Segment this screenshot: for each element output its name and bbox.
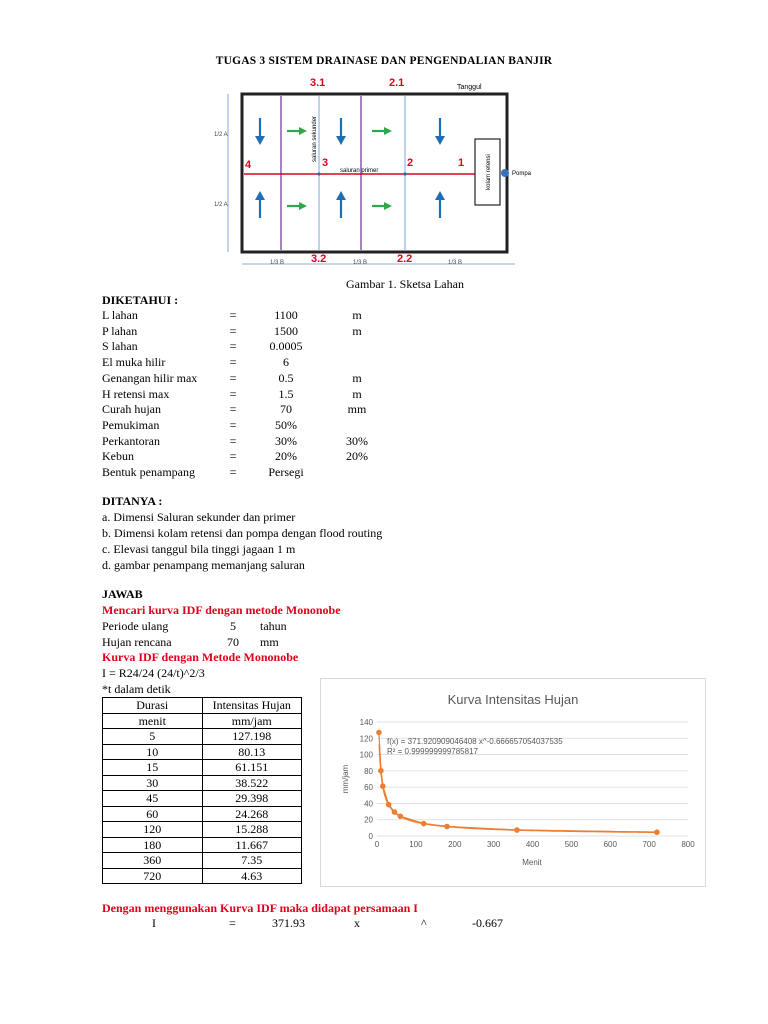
equation-i: I (152, 916, 156, 930)
diketahui-eq: = (229, 417, 237, 432)
half-a-bottom-label: 1/2 A (214, 202, 228, 208)
x-tick-label: 100 (409, 840, 423, 849)
trendline-curve (379, 744, 657, 832)
formula-note: *t dalam detik (102, 682, 171, 696)
diketahui-unit: m (352, 323, 362, 338)
x-tick-label: 500 (564, 840, 579, 849)
diketahui-eq: = (229, 449, 237, 464)
y-axis-label: mm/jam (341, 764, 350, 794)
diketahui-value: Persegi (268, 465, 304, 479)
idf-table (102, 697, 302, 884)
hujan-rencana-label: Hujan rencana (102, 635, 172, 649)
y-tick-label: 140 (359, 718, 373, 727)
table-row (103, 868, 302, 884)
label-3-1: 3.1 (310, 77, 326, 89)
kurva-idf-heading: Kurva IDF dengan Metode Mononobe (102, 650, 299, 664)
x-tick-label: 0 (374, 840, 380, 849)
x-axis-label: Menit (522, 858, 542, 867)
diketahui-label: L lahan (102, 308, 138, 322)
table-row (103, 775, 302, 791)
x-tick-label: 700 (642, 840, 656, 849)
diketahui-unit: m (352, 308, 362, 322)
y-tick-label: 120 (359, 734, 373, 744)
diketahui-eq: = (229, 370, 237, 385)
x-tick-label: 800 (681, 840, 695, 849)
diketahui-value: 0.0005 (269, 339, 303, 354)
y-tick-label: 0 (368, 832, 373, 841)
table-row (103, 744, 302, 760)
diketahui-eq: = (229, 308, 237, 322)
periode-ulang-label: Periode ulang (102, 619, 169, 633)
table-row (103, 729, 302, 745)
label-2-1: 2.1 (389, 77, 405, 89)
data-point (386, 802, 392, 808)
chart-title: Kurva Intensitas Hujan (447, 692, 579, 707)
sketch-caption: Gambar 1. Sketsa Lahan (346, 277, 464, 291)
diketahui-unit: m (352, 386, 362, 401)
diketahui-eq: = (229, 323, 237, 338)
intensity-cell: 80.13 (202, 744, 302, 760)
table-row (103, 837, 302, 853)
half-a-top-label: 1/2 A (214, 132, 228, 138)
diketahui-eq: = (229, 355, 237, 370)
mononobe-formula: I = R24/24 (24/t)^2/3 (102, 666, 205, 680)
diketahui-eq: = (229, 465, 237, 479)
duration-cell: 10 (103, 744, 203, 760)
hujan-rencana-value: 70 (227, 635, 239, 649)
third-b-label-3: 1/3 B (448, 260, 463, 266)
diketahui-heading: DIKETAHUI : (102, 293, 179, 307)
duration-cell: 120 (103, 822, 203, 838)
table-row (103, 806, 302, 822)
x-tick-label: 600 (603, 840, 617, 849)
table-header-row (103, 713, 302, 729)
diketahui-eq: = (229, 433, 237, 448)
intensity-cell: 4.63 (202, 868, 302, 884)
saluran-primer-label: saluran primer (340, 168, 379, 174)
equation-exponent: -0.667 (472, 916, 503, 930)
diketahui-label: Pemukiman (102, 417, 160, 432)
node-label-3: 3 (322, 157, 329, 169)
periode-ulang-unit: tahun (260, 619, 287, 633)
diketahui-eq: = (229, 339, 237, 354)
data-point (376, 730, 382, 736)
saluran-sekunder-label: saluran sekunder (312, 115, 318, 162)
ditanya-heading: DITANYA : (102, 494, 163, 508)
diketahui-unit: m (352, 370, 362, 385)
table-header-cell: Intensitas Hujan (202, 698, 302, 714)
diketahui-label: Curah hujan (102, 402, 161, 417)
diketahui-value: 30% (275, 433, 297, 448)
data-point (378, 768, 384, 774)
intensity-cell: 61.151 (202, 760, 302, 776)
equation-coefficient: 371.93 (272, 916, 305, 930)
intensity-cell: 15.288 (202, 822, 302, 838)
ditanya-item-c: c. Elevasi tanggul bila tinggi jagaan 1 m (102, 542, 296, 556)
land-sketch (205, 70, 555, 275)
intensity-cell: 7.35 (202, 853, 302, 869)
trendline-r-squared: R² = 0.999999999785817 (387, 747, 478, 756)
third-b-label-1: 1/3 B (270, 260, 285, 266)
pump-icon (501, 169, 509, 177)
y-tick-label: 80 (364, 766, 373, 776)
y-tick-label: 40 (364, 799, 373, 809)
diketahui-unit: 30% (346, 433, 368, 448)
table-header-cell: Durasi (103, 698, 203, 714)
duration-cell: 720 (103, 868, 203, 884)
diketahui-unit: 20% (346, 449, 368, 464)
equation-x: x (354, 916, 360, 930)
node-label-2: 2 (407, 157, 414, 169)
intensity-cell: 24.268 (202, 806, 302, 822)
table-header-row (103, 698, 302, 714)
idf-chart-svg (321, 679, 705, 886)
duration-cell: 30 (103, 775, 203, 791)
diketahui-label: El muka hilir (102, 355, 166, 370)
y-tick-label: 100 (359, 750, 373, 760)
idf-chart (320, 678, 706, 887)
data-point (398, 813, 404, 819)
duration-cell: 60 (103, 806, 203, 822)
diketahui-value: 20% (275, 449, 297, 464)
periode-ulang-value: 5 (230, 619, 236, 633)
table-header-cell: mm/jam (202, 713, 302, 729)
diketahui-label: S lahan (102, 339, 138, 354)
intensity-cell: 11.667 (202, 837, 302, 853)
node-2-dot (403, 172, 406, 175)
diketahui-label: H retensi max (102, 386, 170, 401)
kolam-retensi-label: kolam retensi (486, 154, 492, 190)
diketahui-value: 0.5 (278, 370, 294, 385)
y-tick-label: 20 (364, 815, 373, 825)
diketahui-value: 1500 (274, 323, 298, 338)
hujan-rencana-unit: mm (260, 635, 279, 649)
diketahui-eq: = (229, 386, 237, 401)
trendline-equation: f(x) = 371.920909046408 x^-0.666657054037535 (387, 737, 563, 746)
table-row (103, 760, 302, 776)
table-row (103, 791, 302, 807)
duration-cell: 15 (103, 760, 203, 776)
diketahui-eq: = (229, 402, 237, 417)
table-row (103, 822, 302, 838)
node-label-1: 1 (458, 157, 465, 169)
diketahui-label: Perkantoran (102, 433, 160, 448)
duration-cell: 180 (103, 837, 203, 853)
intensity-cell: 38.522 (202, 775, 302, 791)
diketahui-label: Bentuk penampang (102, 465, 195, 479)
data-point (444, 824, 450, 830)
diketahui-unit: mm (347, 402, 367, 417)
data-point (514, 827, 520, 833)
pompa-label: Pompa (512, 171, 532, 177)
ditanya-item-a: a. Dimensi Saluran sekunder dan primer (102, 510, 296, 524)
ditanya-item-d: d. gambar penampang memanjang saluran (102, 558, 305, 572)
idf-method-heading: Mencari kurva IDF dengan metode Mononobe (102, 603, 341, 617)
data-point (392, 809, 398, 815)
data-point (421, 821, 427, 827)
data-point (380, 783, 386, 789)
y-tick-label: 60 (364, 783, 373, 793)
diketahui-value: 6 (283, 355, 289, 370)
conclusion-text: Dengan menggunakan Kurva IDF maka didapat persamaan I (102, 901, 418, 915)
diketahui-value: 1.5 (278, 386, 294, 401)
intensity-cell: 127.198 (202, 729, 302, 745)
diketahui-value: 1100 (274, 308, 298, 322)
node-label-4: 4 (245, 159, 252, 171)
label-2-2: 2.2 (397, 253, 413, 265)
document-title: TUGAS 3 SISTEM DRAINASE DAN PENGENDALIAN BANJIR (215, 55, 553, 67)
intensity-cell: 29.398 (202, 791, 302, 807)
x-tick-label: 400 (525, 840, 540, 849)
jawab-heading: JAWAB (102, 587, 143, 601)
duration-cell: 5 (103, 729, 203, 745)
diketahui-label: P lahan (102, 323, 138, 338)
duration-cell: 45 (103, 791, 203, 807)
tanggul-label: Tanggul (457, 84, 482, 91)
table-header-cell: menit (103, 713, 203, 729)
ditanya-item-b: b. Dimensi kolam retensi dan pompa dengan flood routing (102, 526, 383, 540)
diketahui-label: Genangan hilir max (102, 370, 198, 385)
x-tick-label: 200 (448, 840, 462, 849)
node-3-dot (317, 172, 320, 175)
equation-equals: = (229, 916, 236, 930)
third-b-label-2: 1/3 B (353, 260, 368, 266)
table-row (103, 853, 302, 869)
duration-cell: 360 (103, 853, 203, 869)
diketahui-label: Kebun (102, 449, 134, 464)
data-point (654, 829, 660, 835)
label-3-2: 3.2 (311, 253, 327, 265)
diketahui-value: 50% (275, 417, 297, 432)
diketahui-value: 70 (280, 402, 292, 417)
equation-power: ^ (421, 916, 427, 930)
x-tick-label: 300 (486, 840, 501, 849)
